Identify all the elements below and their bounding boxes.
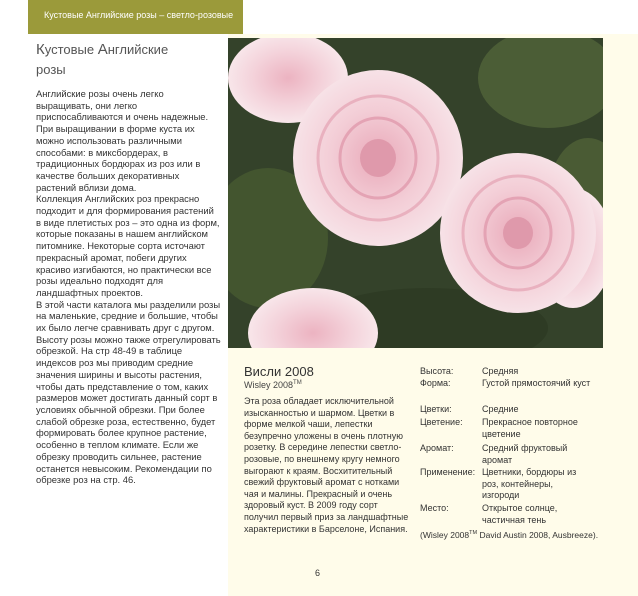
title-part: нглийские [107,42,169,57]
spec-value: Цветники, бордюры из роз, контейнеры, изгороди [482,467,577,501]
spec-key: Высота: [420,366,454,376]
spec-key: Применение: [420,467,476,477]
rose-description: Эта роза обладает исключительной изысканностью и шармом. Цветки в форме мелкой чаши, лепестки безупречно уложены в очень плотную розетку. В середине лепестки светло-розовые, по внешнему кругу немного выгорают к краям. Восхитительный свежий фруктовый аромат с нотками чая и малины. Прекрасный и очень здоровый куст. В 2009 году сорт получил первый приз за ландшафтные характеристики в Барселоне, Испания. [244,396,409,534]
spec-key: Аромат: [420,443,454,453]
spec-value: Густой прямостоячий куст [482,378,591,388]
running-header: Кустовые Английские розы – светло-розовые [44,10,234,20]
intro-paragraph: В этой части каталога мы разделили розы на маленькие, средние и большие, чтобы их было легче сравнивать друг с другом. Высоту розы можно также отрегулировать обрезкой. На стр 48-49 в таблице индексов роз мы приводим средние значения ширины и высоты растения, чтобы дать представление о том, каких размеров может достигать данный сорт в условиях обычной обрезки. При более слабой обрезке роза, естественно, будет формировать более крупное растение, особенно в теплом климате. Если же обрезку проводить сильнее, растение останется невысоким. Рекомендации по обрезке роз на стр. 46. [36,298,221,486]
spec-key: Форма: [420,378,451,388]
spec-key: Цветки: [420,404,452,414]
trademark: TM [293,380,302,386]
spec-value: Средние [482,404,519,414]
trademark: TM [469,530,478,536]
title-part: устовые [44,42,98,57]
section-title [36,40,216,80]
title-initial: К [36,41,45,58]
rose-latin: Wisley 2008 [244,380,294,390]
ref-text: (Wisley 2008 [420,529,470,540]
rose-photo [228,38,603,348]
rose-name: Висли 2008 [244,364,314,379]
spec-key: Место: [420,503,449,513]
rose-latin-name [244,380,302,390]
intro-paragraph: Английские розы очень легко выращивать, они легко приспосабливаются и очень надежные. При выращивании в форме куста их можно использовать различными способами: в миксбордерах, в традиционных бордюрах из роз или в качестве больших декоративных растений вблизи дома. [36,88,209,193]
spec-value: Средняя [482,366,519,376]
spec-key: Цветение: [420,417,463,427]
intro-paragraph: Коллекция Английских роз прекрасно подходит и для формирования растений в виде плетистых роз – это одна из форм, которые показаны в нашем английском питомнике. Некоторые сорта источают прекрасный аромат, побеги других красиво изгибаются, но практически все розы идеально подходят для ландшафтных проектов. [36,193,220,298]
spec-value: Прекрасное повторное цветение [482,417,578,439]
page-number: 6 [315,568,321,578]
title-line2: розы [36,62,66,77]
title-initial: А [97,41,108,58]
spec-value: Средний фруктовый аромат [482,443,568,465]
intro-text [36,88,221,486]
spec-value: Открытое солнце, частичная тень [482,503,558,525]
copyright-reference [420,528,600,541]
ref-text: David Austin 2008, Ausbreeze). [477,529,599,540]
